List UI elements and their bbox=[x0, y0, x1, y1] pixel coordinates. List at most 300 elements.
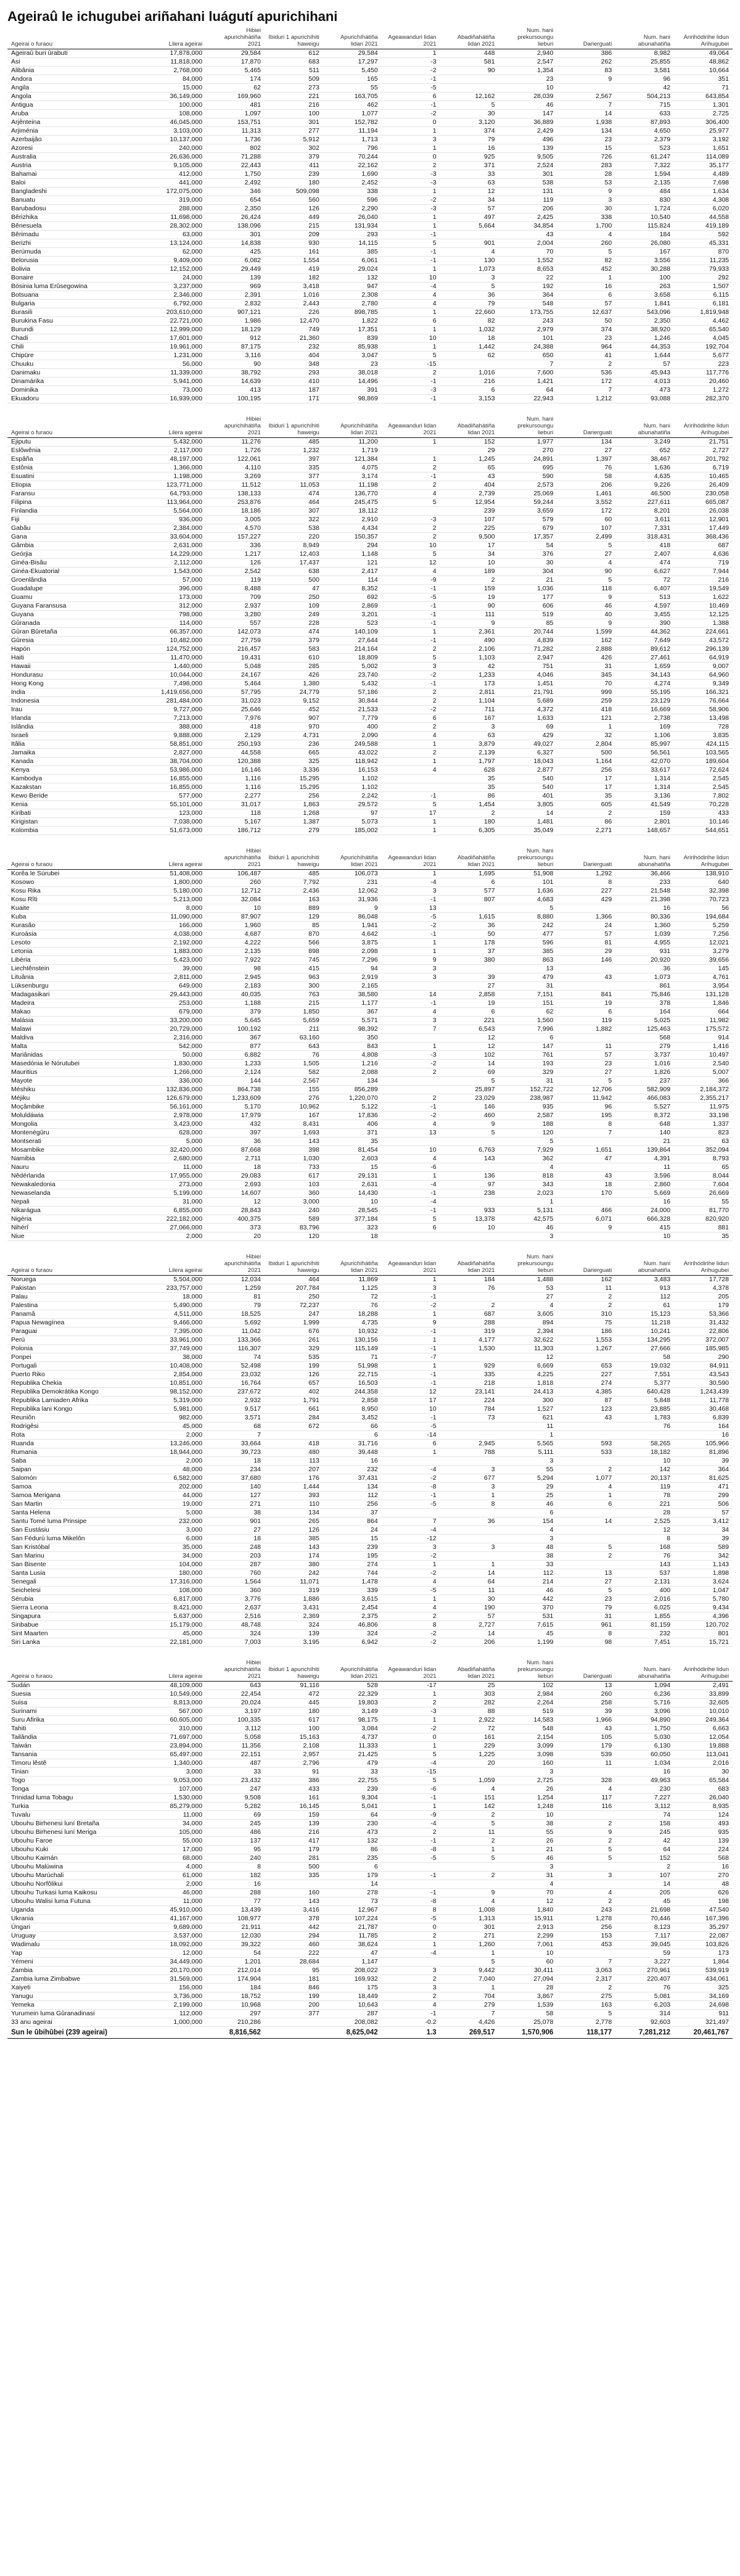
table-row bbox=[7, 1751, 733, 1759]
table-cell: 24,891 bbox=[498, 455, 557, 464]
table-cell: 9,434 bbox=[674, 1604, 733, 1612]
table-cell: 36,466 bbox=[615, 870, 674, 878]
table-cell: 2,680,000 bbox=[147, 1155, 206, 1163]
table-cell: -1 bbox=[382, 1293, 440, 1302]
table-cell: 2 bbox=[382, 1094, 440, 1103]
table-cell: 5,689 bbox=[498, 697, 557, 706]
table-cell: 5,645 bbox=[206, 1017, 265, 1025]
table-cell bbox=[440, 1163, 499, 1172]
table-cell: 63 bbox=[440, 732, 499, 740]
country-name: Bolivia bbox=[7, 265, 147, 274]
table-row bbox=[7, 1630, 733, 1638]
country-name: Gâmbia bbox=[7, 542, 147, 550]
table-cell: 425 bbox=[206, 248, 265, 257]
table-cell: 665,087 bbox=[674, 498, 733, 507]
table-cell: 1 bbox=[382, 213, 440, 222]
table-cell: 98,175 bbox=[323, 1716, 382, 1725]
table-cell: 1,164 bbox=[557, 758, 615, 766]
table-cell: 16 bbox=[674, 1431, 733, 1440]
table-cell: 704 bbox=[440, 1992, 499, 2001]
table-cell: 1 bbox=[382, 1172, 440, 1181]
table-cell: 4 bbox=[557, 1785, 615, 1794]
table-cell: 2,290 bbox=[323, 205, 382, 213]
country-name: San Martin bbox=[7, 1500, 147, 1509]
table-row bbox=[7, 352, 733, 360]
table-cell: 260 bbox=[557, 1690, 615, 1699]
table-cell: -17 bbox=[382, 1682, 440, 1690]
table-cell: 23 bbox=[557, 1595, 615, 1604]
table-cell: 274 bbox=[323, 1561, 382, 1569]
table-cell: 76 bbox=[265, 1051, 323, 1060]
table-cell: 1,225 bbox=[440, 1751, 499, 1759]
table-cell: 226 bbox=[265, 308, 323, 317]
table-row bbox=[7, 1967, 733, 1975]
country-name: Bonaire bbox=[7, 274, 147, 283]
table-cell: 9,349 bbox=[674, 680, 733, 688]
table-cell: 76 bbox=[323, 1302, 382, 1310]
table-cell: 81 bbox=[557, 939, 615, 947]
table-cell: 1,232 bbox=[265, 447, 323, 455]
table-cell: 53,986,000 bbox=[147, 766, 206, 775]
table-row bbox=[7, 75, 733, 84]
table-cell: 71,282 bbox=[498, 645, 557, 654]
table-cell: 3 bbox=[382, 1967, 440, 1975]
table-cell: 37,680 bbox=[206, 1474, 265, 1483]
table-cell: 19,000 bbox=[147, 1500, 206, 1509]
table-cell: 5,664 bbox=[440, 222, 499, 231]
table-cell: 221 bbox=[440, 1017, 499, 1025]
table-cell: 3,084 bbox=[323, 1725, 382, 1733]
table-cell: 3,879 bbox=[440, 740, 499, 749]
table-cell: 12 bbox=[440, 188, 499, 196]
table-cell: 6,855,000 bbox=[147, 1207, 206, 1215]
table-cell: 617 bbox=[265, 1716, 323, 1725]
table-cell: 523 bbox=[615, 144, 674, 153]
table-cell bbox=[382, 1509, 440, 1517]
country-name: Botsuana bbox=[7, 291, 147, 300]
table-cell: -2 bbox=[382, 110, 440, 118]
table-cell: 139,864 bbox=[615, 1146, 674, 1155]
table-cell: 18,000 bbox=[147, 1293, 206, 1302]
table-cell: 180,000 bbox=[147, 1569, 206, 1578]
table-cell: 198 bbox=[674, 1897, 733, 1906]
table-cell: 424,115 bbox=[674, 740, 733, 749]
table-cell: 51,998 bbox=[323, 1362, 382, 1371]
table-cell: 484 bbox=[615, 188, 674, 196]
table-cell: 1 bbox=[382, 438, 440, 447]
table-cell: 17 bbox=[382, 1397, 440, 1405]
table-cell: 4,642 bbox=[323, 930, 382, 939]
table-cell: 8,201 bbox=[615, 507, 674, 516]
table-cell: -1 bbox=[382, 930, 440, 939]
table-cell: 107,000 bbox=[147, 1785, 206, 1794]
table-cell: 222 bbox=[265, 1949, 323, 1958]
table-row bbox=[7, 1440, 733, 1448]
table-cell: 18,112 bbox=[323, 507, 382, 516]
table-cell: 18,525 bbox=[206, 1310, 265, 1319]
table-cell: 5,170 bbox=[206, 1103, 265, 1112]
table-cell bbox=[440, 1552, 499, 1561]
table-cell: 227 bbox=[557, 1371, 615, 1379]
table-cell: 733 bbox=[265, 1163, 323, 1172]
column-header: Num. hani abunahatiña bbox=[615, 26, 674, 49]
table-cell: 101 bbox=[498, 334, 557, 343]
table-cell: 1,360 bbox=[615, 922, 674, 930]
table-cell: 88 bbox=[440, 1707, 499, 1716]
country-name: Baloi bbox=[7, 179, 147, 188]
table-cell: 2,000 bbox=[147, 1431, 206, 1440]
table-cell: 8,123 bbox=[615, 1923, 674, 1932]
table-cell: 13 bbox=[498, 965, 557, 973]
table-cell: 9 bbox=[557, 75, 615, 84]
table-cell: 209 bbox=[265, 231, 323, 239]
table-cell: 11,869 bbox=[323, 1276, 382, 1284]
table-cell: 38,467 bbox=[615, 455, 674, 464]
table-row bbox=[7, 473, 733, 481]
table-cell: 92,603 bbox=[615, 2018, 674, 2027]
table-cell: 390 bbox=[615, 619, 674, 628]
table-cell bbox=[440, 1880, 499, 1889]
country-name: Noruega bbox=[7, 1276, 147, 1284]
table-row bbox=[7, 1612, 733, 1621]
table-cell: 19,431 bbox=[206, 654, 265, 663]
table-cell: 537 bbox=[615, 1569, 674, 1578]
table-cell: 2,199,000 bbox=[147, 2001, 206, 2010]
table-cell: 2,922 bbox=[440, 1716, 499, 1725]
table-cell: 43 bbox=[557, 1725, 615, 1733]
table-cell bbox=[440, 1232, 499, 1241]
column-header: Apurichíhátiña lidan 2021 bbox=[323, 415, 382, 438]
table-cell: 352,094 bbox=[674, 1146, 733, 1155]
table-cell: 441,000 bbox=[147, 179, 206, 188]
table-cell: 471 bbox=[674, 1483, 733, 1492]
table-cell: 410 bbox=[265, 378, 323, 386]
table-cell: 18 bbox=[440, 334, 499, 343]
country-name: Islândia bbox=[7, 723, 147, 732]
table-cell: 1 bbox=[382, 1716, 440, 1725]
table-cell: 535 bbox=[265, 1353, 323, 1362]
table-cell: 60,605,000 bbox=[147, 1716, 206, 1725]
table-cell: 114 bbox=[323, 576, 382, 585]
page-title: Ageiraû le ichugubei ariñahani luágutí apurichihani bbox=[7, 9, 338, 24]
table-row bbox=[7, 118, 733, 127]
table-cell: 2,860 bbox=[615, 1181, 674, 1189]
table-cell: 9 bbox=[323, 904, 382, 913]
table-row bbox=[7, 542, 733, 550]
table-cell: 898 bbox=[265, 947, 323, 956]
table-row bbox=[7, 1802, 733, 1811]
table-cell: 17,316,000 bbox=[147, 1578, 206, 1587]
table-cell: 33,664 bbox=[206, 1440, 265, 1448]
table-cell: 46,000 bbox=[147, 1889, 206, 1897]
total-cell: 269,517 bbox=[440, 2027, 499, 2039]
table-cell: 71 bbox=[674, 84, 733, 93]
table-cell: 3,552 bbox=[557, 498, 615, 507]
table-cell: 1 bbox=[382, 1042, 440, 1051]
table-cell bbox=[382, 1232, 440, 1241]
table-cell: 1,636 bbox=[498, 887, 557, 896]
table-cell: 543,096 bbox=[615, 308, 674, 317]
table-cell: -1 bbox=[382, 1103, 440, 1112]
table-cell: 11 bbox=[440, 1828, 499, 1837]
table-cell: 2,355,217 bbox=[674, 1094, 733, 1103]
table-cell: 22,443 bbox=[206, 162, 265, 170]
table-cell: 2,346,000 bbox=[147, 291, 206, 300]
country-name: Newakaledonia bbox=[7, 1181, 147, 1189]
column-header: Ageawanduri lidan 2021 bbox=[382, 846, 440, 870]
table-cell: 2 bbox=[382, 162, 440, 170]
table-cell: 10 bbox=[615, 1232, 674, 1241]
table-cell: 466,083 bbox=[615, 1094, 674, 1103]
table-cell: 5,780 bbox=[674, 1595, 733, 1604]
table-cell: 13 bbox=[382, 904, 440, 913]
table-cell: 3,005 bbox=[206, 516, 265, 524]
table-cell: 7,976 bbox=[206, 714, 265, 723]
table-row bbox=[7, 1224, 733, 1232]
table-cell: 68 bbox=[206, 1422, 265, 1431]
table-cell: 220,407 bbox=[615, 1975, 674, 1984]
table-cell: 79,933 bbox=[674, 265, 733, 274]
table-cell: 30,288 bbox=[615, 265, 674, 274]
column-header: Ageawanduri lidan 2021 bbox=[382, 26, 440, 49]
total-cell: 20,461,767 bbox=[674, 2027, 733, 2039]
table-row bbox=[7, 507, 733, 516]
table-cell: 98,869 bbox=[323, 395, 382, 403]
column-header: Num. hani prekursoungu lieburi bbox=[498, 1658, 557, 1682]
table-cell: 35 bbox=[440, 783, 499, 792]
table-cell: 16,764 bbox=[206, 1379, 265, 1388]
table-cell: 18,186 bbox=[206, 507, 265, 516]
table-cell: 1 bbox=[382, 818, 440, 827]
column-header: Ibiduri 1 apurichíhiti haweigu bbox=[265, 415, 323, 438]
table-cell: 4 bbox=[382, 1008, 440, 1017]
table-cell bbox=[382, 1137, 440, 1146]
table-cell: 8,352 bbox=[323, 585, 382, 593]
table-cell: 1 bbox=[382, 343, 440, 352]
table-cell: 179 bbox=[265, 1846, 323, 1854]
country-name: Rota bbox=[7, 1431, 147, 1440]
table-cell: 52,498 bbox=[206, 1362, 265, 1371]
table-row bbox=[7, 671, 733, 680]
table-cell: 312,000 bbox=[147, 602, 206, 611]
table-cell: 14 bbox=[440, 1569, 499, 1578]
table-cell: 7 bbox=[557, 1958, 615, 1967]
table-cell: 173 bbox=[674, 1949, 733, 1958]
table-cell: 263 bbox=[615, 283, 674, 291]
table-cell: 379 bbox=[265, 153, 323, 162]
table-cell: 1,245 bbox=[440, 455, 499, 464]
table-cell: 278 bbox=[323, 1889, 382, 1897]
column-header: Aririhódirihe lidun Arihugubei bbox=[674, 1658, 733, 1682]
table-cell: -1 bbox=[382, 619, 440, 628]
table-cell: -2 bbox=[382, 1725, 440, 1733]
table-cell: 2,016 bbox=[674, 1759, 733, 1768]
table-cell: 132,836,000 bbox=[147, 1086, 206, 1094]
table-cell: 160 bbox=[265, 1889, 323, 1897]
table-cell: 378 bbox=[265, 1915, 323, 1923]
table-cell: 3 bbox=[440, 1543, 499, 1552]
table-cell: 728 bbox=[674, 723, 733, 732]
table-cell: 235 bbox=[323, 1854, 382, 1863]
table-cell: 40,035 bbox=[206, 991, 265, 999]
country-name: Tuvalu bbox=[7, 1811, 147, 1820]
table-cell: 3 bbox=[440, 274, 499, 283]
table-cell: 6,663 bbox=[674, 1725, 733, 1733]
table-cell: 5 bbox=[557, 248, 615, 257]
total-cell: 1,570,906 bbox=[498, 2027, 557, 2039]
table-cell: 380 bbox=[265, 1561, 323, 1569]
table-cell bbox=[557, 965, 615, 973]
table-cell: 23,032 bbox=[206, 1371, 265, 1379]
table-row bbox=[7, 360, 733, 369]
table-cell: 801 bbox=[674, 1630, 733, 1638]
table-row bbox=[7, 395, 733, 403]
table-cell: 5,504,000 bbox=[147, 1276, 206, 1284]
table-row bbox=[7, 84, 733, 93]
table-cell: 4,511,000 bbox=[147, 1310, 206, 1319]
table-cell: 7,003 bbox=[206, 1638, 265, 1647]
table-row bbox=[7, 1526, 733, 1535]
table-cell: 35,049 bbox=[498, 827, 557, 835]
table-cell: 85,938 bbox=[323, 343, 382, 352]
table-cell: 11,512 bbox=[206, 481, 265, 490]
table-cell: 122,061 bbox=[206, 455, 265, 464]
table-cell: 33,961,000 bbox=[147, 1336, 206, 1345]
table-cell: 338 bbox=[557, 213, 615, 222]
table-cell: 567,000 bbox=[147, 1707, 206, 1716]
table-cell: 3,153 bbox=[440, 395, 499, 403]
country-name: Faransu bbox=[7, 490, 147, 498]
column-header: Aririhódirihe lidun Arihugubei bbox=[674, 415, 733, 438]
country-name: Singapura bbox=[7, 1612, 147, 1621]
table-cell: 27 bbox=[498, 1293, 557, 1302]
table-row bbox=[7, 1820, 733, 1828]
table-cell: 485 bbox=[265, 870, 323, 878]
table-row bbox=[7, 2018, 733, 2027]
table-cell: 108,000 bbox=[147, 1587, 206, 1595]
country-name: Santu Tomé luma Prinsipe bbox=[7, 1517, 147, 1526]
table-row bbox=[7, 1604, 733, 1612]
column-header: Ibiduri 1 apurichíhiti haweigu bbox=[265, 846, 323, 870]
table-row bbox=[7, 568, 733, 576]
table-cell: -1 bbox=[382, 611, 440, 619]
table-cell: 360 bbox=[206, 1587, 265, 1595]
table-cell: 2 bbox=[382, 1612, 440, 1621]
table-cell: 258 bbox=[557, 1699, 615, 1707]
table-row bbox=[7, 1336, 733, 1345]
table-row bbox=[7, 688, 733, 697]
table-cell: 215 bbox=[265, 222, 323, 231]
table-cell: 324 bbox=[323, 1630, 382, 1638]
table-cell: 134 bbox=[265, 1509, 323, 1517]
table-cell: 486 bbox=[206, 1828, 265, 1837]
table-cell: 98 bbox=[557, 1638, 615, 1647]
table-cell: 112 bbox=[615, 1293, 674, 1302]
table-cell: 10 bbox=[382, 1405, 440, 1414]
table-cell: 1,659 bbox=[615, 663, 674, 671]
table-cell: 1,507 bbox=[674, 283, 733, 291]
table-cell: 5 bbox=[382, 498, 440, 507]
table-cell: 3 bbox=[498, 1768, 557, 1777]
table-cell: 294 bbox=[323, 542, 382, 550]
table-cell: 284 bbox=[265, 1414, 323, 1422]
country-name: Burukina Fasu bbox=[7, 317, 147, 326]
table-cell: 23,885 bbox=[615, 1405, 674, 1414]
table-cell: 5 bbox=[557, 1854, 615, 1863]
table-cell: 509,098 bbox=[265, 188, 323, 196]
table-cell: 279 bbox=[615, 1042, 674, 1051]
table-cell: -1 bbox=[382, 792, 440, 801]
table-row bbox=[7, 1008, 733, 1017]
table-cell: 1 bbox=[382, 870, 440, 878]
table-cell: 9,517 bbox=[206, 1405, 265, 1414]
table-cell: 279 bbox=[265, 827, 323, 835]
table-cell: 1 bbox=[382, 947, 440, 956]
table-cell: 386 bbox=[265, 1777, 323, 1785]
country-section bbox=[7, 26, 733, 403]
table-cell: 4 bbox=[557, 559, 615, 568]
country-name: San Bisente bbox=[7, 1561, 147, 1569]
table-cell: 2,858 bbox=[323, 1397, 382, 1405]
table-row bbox=[7, 766, 733, 775]
table-cell: 4,222 bbox=[206, 939, 265, 947]
table-cell: 26,040 bbox=[323, 213, 382, 222]
table-cell: 6,020 bbox=[674, 205, 733, 213]
table-cell bbox=[382, 1077, 440, 1086]
table-row bbox=[7, 809, 733, 818]
table-cell: 6 bbox=[382, 1440, 440, 1448]
table-cell: 152,782 bbox=[323, 118, 382, 127]
table-cell: 124,752,000 bbox=[147, 645, 206, 654]
table-cell: 23 bbox=[557, 136, 615, 144]
table-cell: 123 bbox=[557, 1405, 615, 1414]
table-cell: 46,806 bbox=[323, 1621, 382, 1630]
table-row bbox=[7, 1103, 733, 1112]
table-cell: 202,000 bbox=[147, 1483, 206, 1492]
table-cell: 385 bbox=[498, 947, 557, 956]
table-cell: 159 bbox=[615, 809, 674, 818]
table-cell: 2,165 bbox=[323, 982, 382, 991]
table-cell: 21,425 bbox=[323, 1751, 382, 1759]
table-cell: 24 bbox=[557, 922, 615, 930]
country-name: Esuatini bbox=[7, 473, 147, 481]
table-cell: 8,421,000 bbox=[147, 1604, 206, 1612]
table-cell: 126,679,000 bbox=[147, 1094, 206, 1103]
table-cell: 370 bbox=[498, 1604, 557, 1612]
table-cell: 500 bbox=[265, 576, 323, 585]
table-cell: 2,811,000 bbox=[147, 973, 206, 982]
table-cell: 26,038 bbox=[674, 507, 733, 516]
table-cell: 54 bbox=[206, 1949, 265, 1958]
country-name: Yap bbox=[7, 1949, 147, 1958]
table-cell: 2,429 bbox=[498, 127, 557, 136]
table-cell: 719 bbox=[674, 559, 733, 568]
table-cell: 12,706 bbox=[557, 1086, 615, 1094]
table-row bbox=[7, 619, 733, 628]
table-cell: 596 bbox=[323, 196, 382, 205]
table-cell: 400,375 bbox=[206, 1215, 265, 1224]
table-cell: 3,423,000 bbox=[147, 1120, 206, 1129]
table-row bbox=[7, 524, 733, 533]
table-cell: 16 bbox=[674, 1863, 733, 1872]
table-cell: 1,800,000 bbox=[147, 878, 206, 887]
table-row bbox=[7, 196, 733, 205]
table-cell: 180 bbox=[265, 179, 323, 188]
table-cell: 3 bbox=[382, 965, 440, 973]
table-cell: -4 bbox=[382, 1759, 440, 1768]
table-cell: 21,787 bbox=[323, 1923, 382, 1932]
table-cell: 419 bbox=[265, 265, 323, 274]
